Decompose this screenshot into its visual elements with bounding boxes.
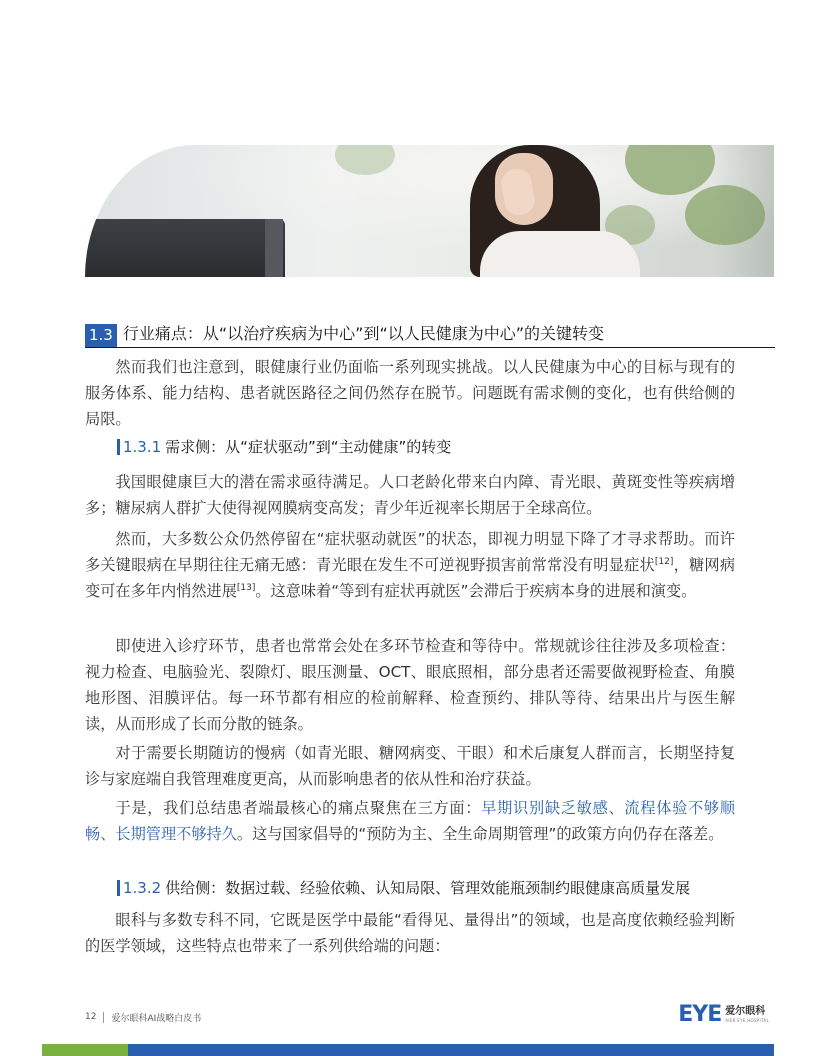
subsection-number: 1.3.1 — [123, 438, 162, 456]
aier-logo — [678, 1002, 769, 1027]
logo-english: AIER EYE HOSPITAL — [725, 1017, 769, 1023]
page-footer — [85, 1002, 775, 1027]
subsection-title: 需求侧：从“症状驱动”到“主动健康”的转变 — [165, 438, 452, 456]
paragraph: 我国眼健康巨大的潜在需求亟待满足。人口老龄化带来白内障、青光眼、黄斑变性等疾病增多；糖尿病人群扩大使得视网膜病变高发；青少年近视率长期居于全球高位。 — [85, 473, 735, 517]
section-heading — [85, 322, 775, 348]
paragraph: 眼科与多数专科不同，它既是医学中最能“看得见、量得出”的领域，也是高度依赖经验判断的医学领域，这些特点也带来了一系列供给端的问题： — [85, 911, 735, 955]
subsection-bar — [117, 880, 120, 896]
strip-green — [42, 1044, 128, 1056]
bottom-color-strip — [42, 1044, 774, 1056]
subsection-number: 1.3.2 — [123, 879, 162, 897]
laptop — [85, 219, 285, 277]
hero-photo — [85, 145, 774, 277]
paragraph — [85, 526, 735, 604]
hero-shadow — [714, 145, 774, 277]
subsection-bar — [117, 439, 120, 455]
text-run: ，糖网病变可在多年内悄然进展 — [85, 556, 736, 600]
paragraph — [85, 795, 735, 847]
page-number: 12 — [85, 1012, 97, 1022]
text-run: 。这意味着“等到有症状再就医”会滞后于疾病本身的进展和演变。 — [255, 582, 697, 600]
citation-13: [13] — [236, 582, 256, 593]
text-run: 于是，我们总结患者端最核心的痛点聚焦在三方面： — [115, 799, 482, 817]
citation-12: [12] — [654, 556, 674, 567]
strip-blue — [128, 1044, 774, 1056]
text-run: 。这与国家倡导的“预防为主、全生命周期管理”的政策方向仍存在落差。 — [236, 825, 724, 843]
logo-chinese: 爱尔眼科 — [725, 1005, 766, 1017]
eye-logo-mark: EYE — [678, 1002, 722, 1027]
person-sweater — [480, 231, 640, 277]
document-title: 爱尔眼科AI战略白皮书 — [111, 1013, 202, 1024]
text-run: 然而，大多数公众仍然停留在“症状驱动就医”的状态，即视力明显下降了才寻求帮助。而许多关键眼病在早期往往无痛无感：青光眼在发生不可逆视野损害前常常没有明显症状 — [85, 530, 735, 574]
section-title: 行业痛点：从“以治疗疾病为中心”到“以人民健康为中心”的关键转变 — [122, 324, 605, 343]
paragraph: 即使进入诊疗环节，患者也常常会处在多环节检查和等待中。常规就诊往往涉及多项检查：视力检查、电脑验光、裂隙灯、眼压测量、OCT、眼底照相，部分患者还需要做视野检查、角膜地形图、泪膜评估。每一环节都有相应的检前解释、检查预约、排队等待、结果出片与医生解读，从而形成了长而分散的链条。 — [85, 637, 735, 733]
subsection-heading-2 — [117, 877, 690, 899]
subsection-title: 供给侧：数据过载、经验依赖、认知局限、管理效能瓶颈制约眼健康高质量发展 — [165, 879, 691, 897]
paragraph: 对于需要长期随访的慢病（如青光眼、糖网病变、干眼）和术后康复人群而言，长期坚持复诊与家庭端自我管理难度更高，从而影响患者的依从性和治疗获益。 — [85, 744, 735, 788]
subsection-heading-1 — [117, 436, 451, 458]
laptop-edge — [265, 219, 283, 277]
section-number: 1.3 — [85, 324, 117, 347]
footer-divider — [103, 1012, 104, 1023]
highlight-text: 早期识别缺乏敏感、流程体验不够顺畅、长期管理不够持久 — [85, 799, 736, 843]
section-intro: 然而我们也注意到，眼健康行业仍面临一系列现实挑战。以人民健康为中心的目标与现有的服务体系、能力结构、患者就医路径之间仍然存在脱节。问题既有需求侧的变化，也有供给侧的局限。 — [85, 358, 735, 428]
